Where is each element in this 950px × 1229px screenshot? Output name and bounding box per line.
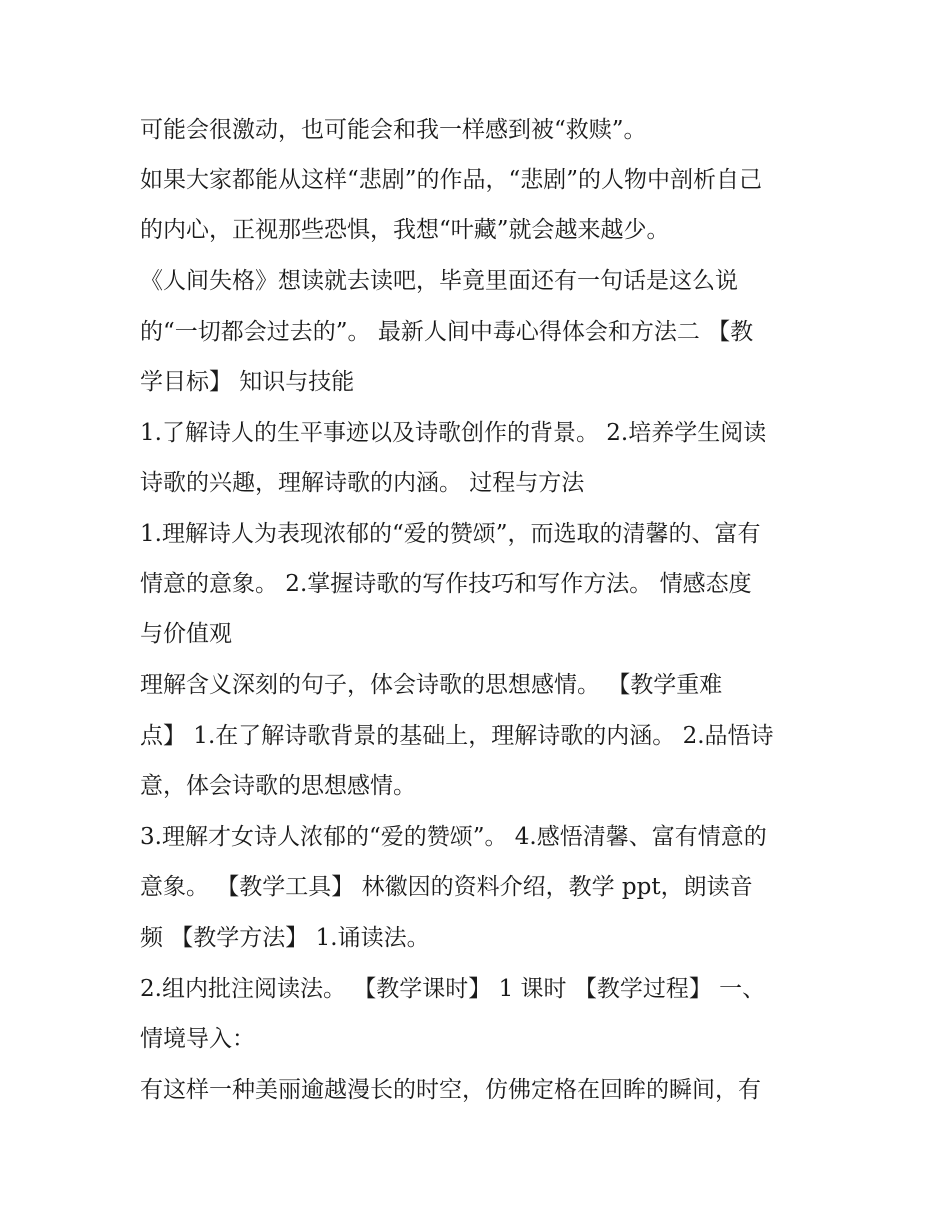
text-line: 频 【教学方法】 1.诵读法。	[140, 925, 430, 951]
text-line: 点】 1.在了解诗歌背景的基础上，理解诗歌的内涵。 2.品悟诗	[140, 723, 774, 749]
text-line: 学目标】 知识与技能	[140, 369, 355, 395]
text-line: 情意的意象。 2.掌握诗歌的写作技巧和写作方法。 情感态度	[140, 571, 752, 597]
text-line: 如果大家都能从这样“悲剧”的作品，“悲剧”的人物中剖析自己	[140, 167, 763, 193]
text-line: 意，体会诗歌的思想感情。	[140, 773, 416, 799]
text-line: 意象。 【教学工具】 林徽因的资料介绍，教学 ppt，朗读音	[140, 874, 753, 900]
text-line: 3.理解才女诗人浓郁的“爱的赞颂”。 4.感悟清馨、富有情意的	[140, 824, 767, 850]
text-line: 理解含义深刻的句子，体会诗歌的思想感情。 【教学重难	[140, 672, 723, 698]
text-line: 诗歌的兴趣，理解诗歌的内涵。 过程与方法	[140, 470, 585, 496]
text-line: 《人间失格》想读就去读吧，毕竟里面还有一句话是这么说	[140, 268, 738, 294]
text-line: 的内心，正视那些恐惧，我想“叶藏”就会越来越少。	[140, 217, 670, 243]
text-line: 1.了解诗人的生平事迹以及诗歌创作的背景。 2.培养学生阅读	[140, 420, 767, 446]
text-line: 的“一切都会过去的”。 最新人间中毒心得体会和方法二 【教	[140, 319, 754, 345]
text-line: 与价值观	[140, 621, 232, 647]
text-line: 1.理解诗人为表现浓郁的“爱的赞颂”，而选取的清馨的、富有	[140, 521, 761, 547]
text-line: 可能会很激动，也可能会和我一样感到被“救赎”。	[140, 117, 647, 143]
text-line: 2.组内批注阅读法。 【教学课时】 1 课时 【教学过程】 一、	[140, 976, 766, 1002]
text-line: 情境导入：	[140, 1026, 255, 1052]
text-line: 有这样一种美丽逾越漫长的时空，仿佛定格在回眸的瞬间，有	[140, 1077, 761, 1103]
